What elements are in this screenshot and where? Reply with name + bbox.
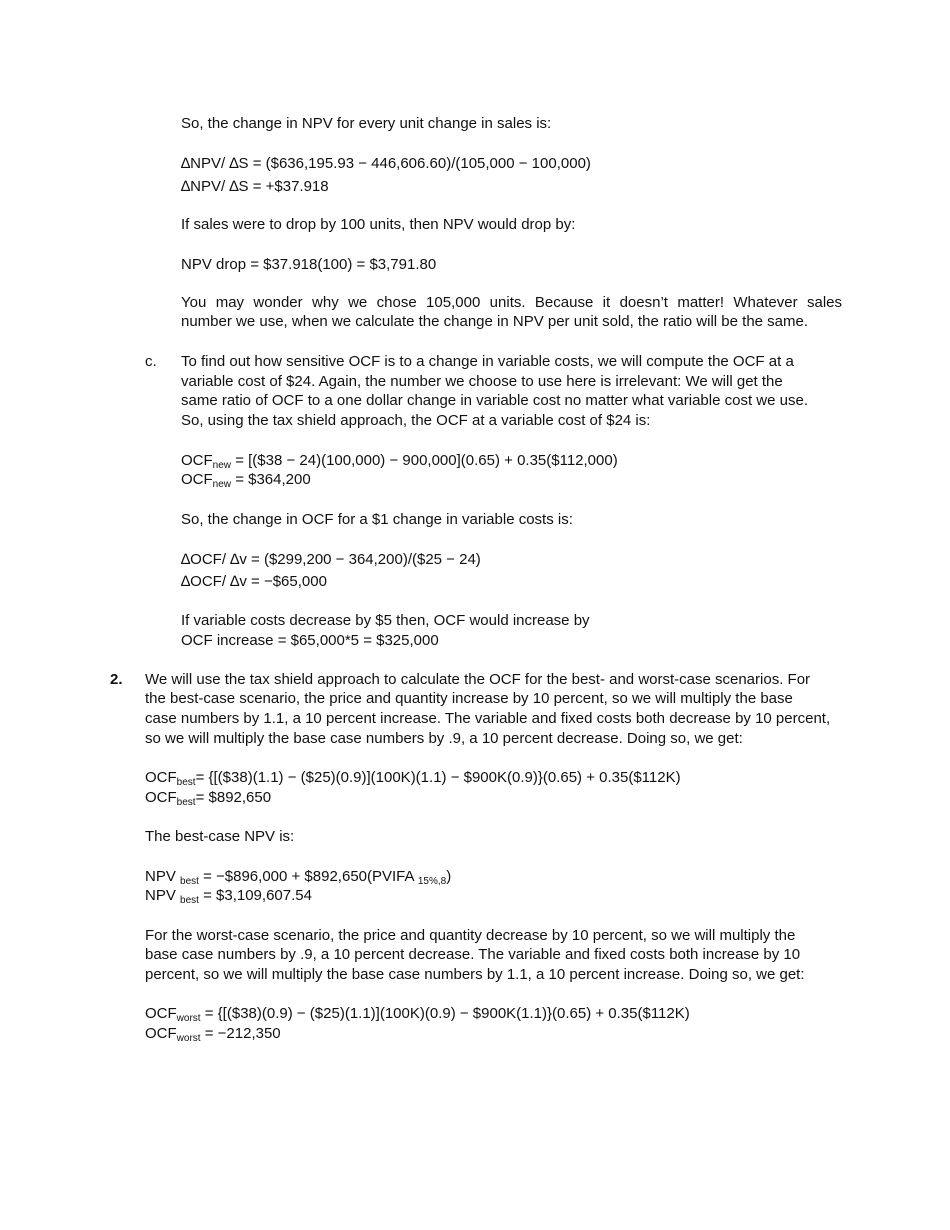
text-line: You may wonder why we chose 105,000 units. Because it doesn’t matter! Whatever sales — [181, 294, 842, 311]
formula-line: ∆NPV/ ∆S = ($636,195.93 − 446,606.60)/(105,000 − 100,000) — [181, 155, 591, 172]
formula-line: OCF increase = $65,000*5 = $325,000 — [181, 632, 439, 649]
formula-line: NPV drop = $37.918(100) = $3,791.80 — [181, 256, 437, 273]
text-line: If variable costs decrease by $5 then, OCF would increase by — [181, 612, 590, 629]
formula-line: $OCF_{new}$ = [($38 − 24)(100,000) − 900,000](0.65) + 0.35($112,000) — [181, 452, 618, 471]
text-line: same ratio of OCF to a one dollar change in variable cost no matter what variable cost we use. — [181, 392, 808, 409]
formula-line: ∆OCF/ ∆v = −$65,000 — [181, 573, 327, 590]
text-line: So, using the tax shield approach, the OCF at a variable cost of $24 is: — [181, 412, 651, 429]
formula-line: ∆NPV/ ∆S = +$37.918 — [181, 178, 329, 195]
text-line: For the worst-case scenario, the price and quantity decrease by 10 percent, so we will multiply the — [145, 927, 796, 944]
formula-line: $OCF_{best}=$ $892,650 — [145, 789, 272, 808]
formula-line: NPV $_{best}$ = $3,109,607.54 — [145, 887, 312, 906]
formula-line: $OCF_{worst}$ = {[($38)(0.9) − ($25)(1.1)](100K)(0.9) − $900K(1.1)}(0.65) + 0.35($112K) — [145, 1005, 690, 1024]
text-line: base case numbers by .9, a 10 percent decrease. The variable and fixed costs both increase by 10 — [145, 946, 801, 963]
text-line: If sales were to drop by 100 units, then NPV would drop by: — [181, 216, 576, 233]
text-line: variable cost of $24. Again, the number we choose to use here is irrelevant: We will get the — [181, 373, 783, 390]
text-line: So, the change in NPV for every unit change in sales is: — [181, 115, 552, 132]
text-line: so we will multiply the base case numbers by .9, a 10 percent decrease. Doing so, we get: — [145, 730, 743, 747]
text-line: To find out how sensitive OCF is to a change in variable costs, we will compute the OCF at a — [181, 353, 794, 370]
formula-line: $OCF_{worst} = -212,350$ — [145, 1025, 281, 1044]
list-marker-2: 2. — [110, 671, 123, 688]
text-line: So, the change in OCF for a $1 change in variable costs is: — [181, 511, 573, 528]
formula-line: $OCF_{best}=$ {[($38)(1.1) − ($25)(0.9)](100K)(1.1) − $900K(0.9)}(0.65) + 0.35($112K) — [145, 769, 681, 788]
text-line: case numbers by 1.1, a 10 percent increase. The variable and fixed costs both decrease by 10 percent, — [145, 710, 831, 727]
text-line: number we use, when we calculate the change in NPV per unit sold, the ratio will be the same. — [181, 313, 809, 330]
text-line: The best-case NPV is: — [145, 828, 295, 845]
list-marker-c: c. — [145, 353, 157, 370]
formula-line: $OCF_{new}$ = $364,200 — [181, 471, 311, 490]
text-line: percent, so we will multiply the base case numbers by 1.1, a 10 percent increase. Doing so, we get: — [145, 966, 805, 983]
formula-line: ∆OCF/ ∆v = ($299,200 − 364,200)/($25 − 24) — [181, 551, 481, 568]
text-line: We will use the tax shield approach to calculate the OCF for the best- and worst-case scenarios. For — [145, 671, 811, 688]
formula-line: NPV $_{best}$ = −$896,000 + $892,650(PVIFA $_{15\%,8}$) — [145, 868, 452, 887]
text-line: the best-case scenario, the price and quantity increase by 10 percent, so we will multiply the base — [145, 690, 793, 707]
